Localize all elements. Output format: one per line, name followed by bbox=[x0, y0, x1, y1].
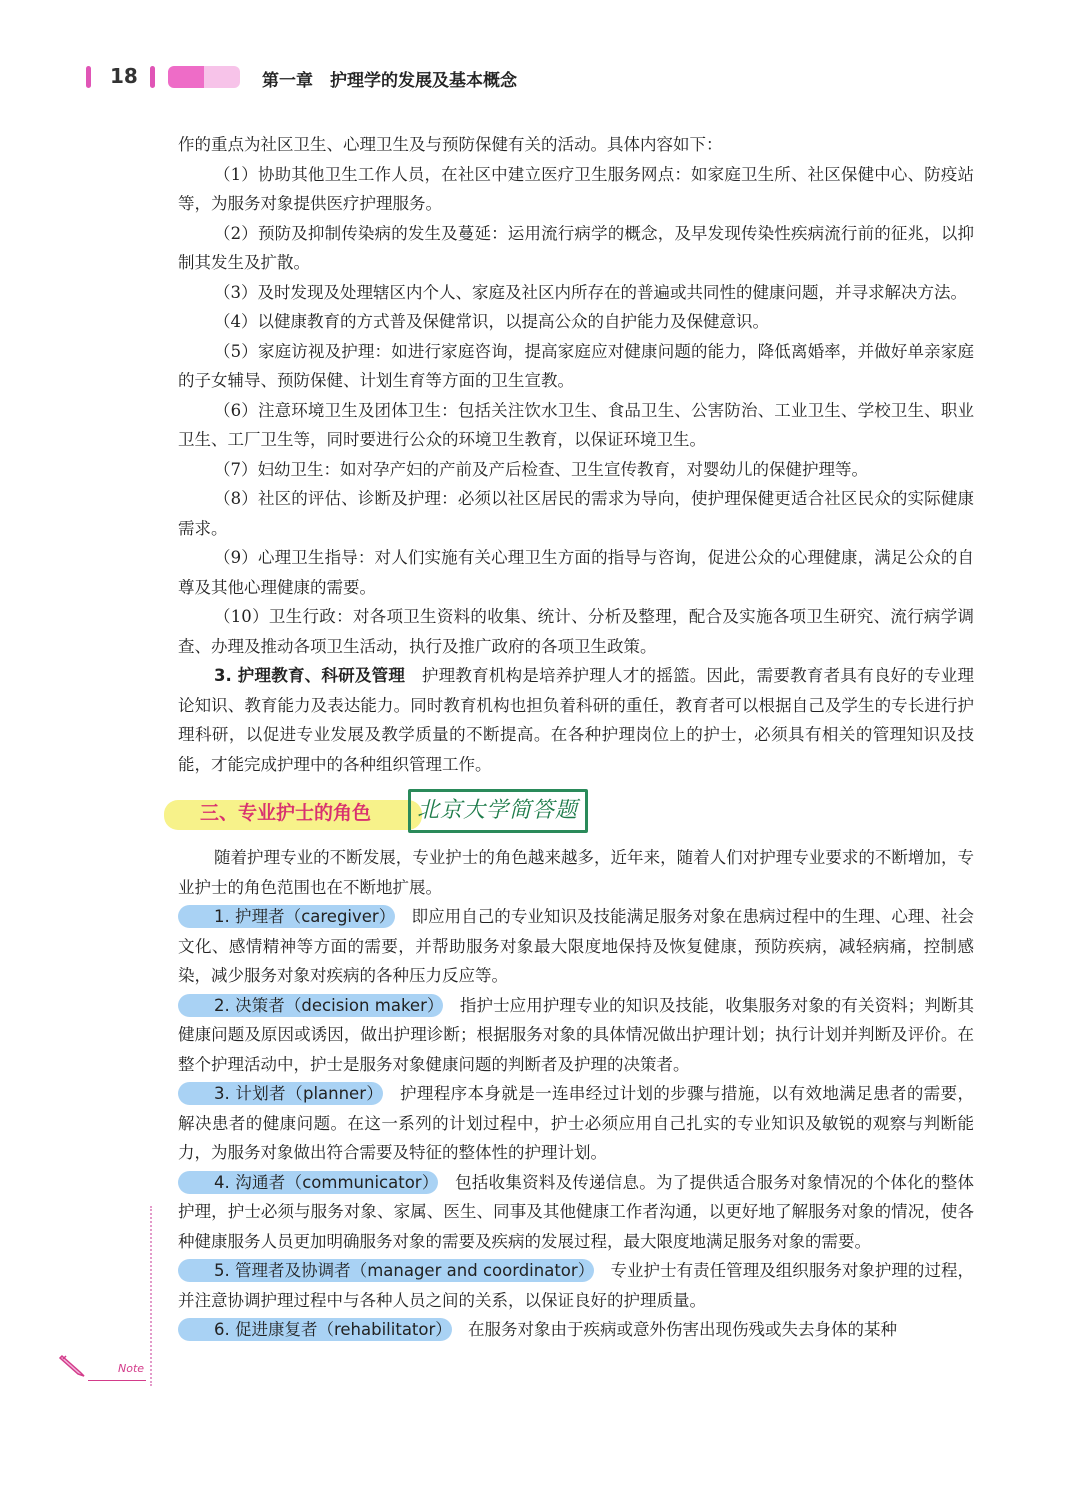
role-text: 指护士应用护理专业的知识及技能，收集服务对象的有关资料；判断其健康问题及原因或诱因，做出护理诊断；根据服务对象的具体情况做出护理计划；执行计划并判断及评价。在整个护理活动中，护士是服务对象健康问题的判断者及护理的决策者。 bbox=[178, 995, 975, 1074]
role-text: 即应用自己的专业知识及技能满足服务对象在患病过程中的生理、心理、社会文化、感情精神等方面的需要，并帮助服务对象最大限度地保持及恢复健康，预防疾病，减轻病痛，控制感染，减少服务对象对疾病的各种压力反应等。 bbox=[178, 907, 974, 985]
item3-paragraph bbox=[178, 661, 974, 779]
pencil-icon bbox=[58, 1350, 92, 1380]
section-title: 三、专业护士的角色 bbox=[200, 802, 372, 824]
item3-heading: 3. 护理教育、科研及管理 bbox=[214, 666, 406, 685]
header-bar-left bbox=[86, 66, 91, 88]
list-item: （8）社区的评估、诊断及护理：必须以社区居民的需求为导向，使护理保健更适合社区民众的实际健康需求。 bbox=[178, 489, 974, 538]
role-paragraph bbox=[178, 902, 974, 991]
role-text: 在服务对象由于疾病或意外伤害出现伤残或失去身体的某种 bbox=[468, 1320, 898, 1339]
role-heading-highlight: 1. 护理者（caregiver） bbox=[178, 905, 395, 928]
list-item: （6）注意环境卫生及团体卫生：包括关注饮水卫生、食品卫生、公害防治、工业卫生、学校卫生、职业卫生、工厂卫生等，同时要进行公众的环境卫生教育，以保证环境卫生。 bbox=[178, 400, 974, 449]
list-item: （5）家庭访视及护理：如进行家庭咨询，提高家庭应对健康问题的能力，降低离婚率，并做好单亲家庭的子女辅导、预防保健、计划生育等方面的卫生宣教。 bbox=[178, 341, 974, 390]
note-label: Note bbox=[118, 1362, 145, 1375]
list-item: （2）预防及抑制传染病的发生及蔓延：运用流行病学的概念，及早发现传染性疾病流行前的征兆，以抑制其发生及扩散。 bbox=[178, 223, 974, 272]
margin-note bbox=[58, 1350, 150, 1390]
item3-text: 护理教育机构是培养护理人才的摇篮。因此，需要教育者具有良好的专业理论知识、教育能力及表达能力。同时教育机构也担负着科研的重任，教育者可以根据自己及学生的专长进行护理科研，以促进专业发展及教学质量的不断提高。在各种护理岗位上的护士，必须具有相关的管理知识及技能，才能完成护理中的各种组织管理工作。 bbox=[178, 666, 975, 774]
margin-dotted-line bbox=[150, 1206, 152, 1386]
role-paragraph bbox=[178, 1168, 974, 1257]
role-text: 包括收集资料及传递信息。为了提供适合服务对象情况的个体化的整体护理，护士必须与服务对象、家属、医生、同事及其他健康工作者沟通，以更好地了解服务对象的情况，使各种健康服务人员更加明确服务对象的需要及疾病的发展过程，最大限度地满足服务对象的需要。 bbox=[178, 1172, 975, 1251]
role-heading-highlight: 4. 沟通者（communicator） bbox=[178, 1171, 438, 1194]
role-text: 护理程序本身就是一连串经过计划的步骤与措施，以有效地满足患者的需要，解决患者的健康问题。在这一系列的计划过程中，护士必须应用自己扎实的专业知识及敏锐的观察与判断能力，为服务对象做出符合需要及特征的整体性的护理计划。 bbox=[178, 1084, 975, 1162]
role-paragraph bbox=[178, 991, 974, 1080]
page-number: 18 bbox=[110, 64, 138, 88]
chapter-title: 第一章 护理学的发展及基本概念 bbox=[262, 71, 517, 91]
role-text: 专业护士有责任管理及组织服务对象护理的过程，并注意协调护理过程中与各种人员之间的关系，以保证良好的护理质量。 bbox=[178, 1261, 974, 1310]
list-item: （9）心理卫生指导：对人们实施有关心理卫生方面的指导与咨询，促进公众的心理健康，满足公众的自尊及其他心理健康的需要。 bbox=[178, 548, 974, 597]
role-paragraph bbox=[178, 1256, 974, 1315]
list-item: （10）卫生行政：对各项卫生资料的收集、统计、分析及整理，配合及实施各项卫生研究、流行病学调查、办理及推动各项卫生活动，执行及推广政府的各项卫生政策。 bbox=[178, 607, 974, 656]
page-body bbox=[178, 130, 974, 1345]
role-paragraph bbox=[178, 1079, 974, 1168]
section-intro: 随着护理专业的不断发展，专业护士的角色越来越多，近年来，随着人们对护理专业要求的不断增加，专业护士的角色范围也在不断地扩展。 bbox=[178, 848, 974, 897]
handwritten-stamp: 北京大学简答题 bbox=[408, 789, 588, 833]
header-pill-decoration bbox=[168, 66, 240, 88]
section-heading bbox=[164, 785, 974, 843]
list-item: （3）及时发现及处理辖区内个人、家庭及社区内所存在的普遍或共同性的健康问题，并寻求解决方法。 bbox=[214, 282, 967, 302]
note-underline bbox=[88, 1380, 146, 1381]
list-item: （4）以健康教育的方式普及保健常识，以提高公众的自护能力及保健意识。 bbox=[214, 312, 769, 331]
header-bar-divider bbox=[150, 66, 155, 88]
role-paragraph bbox=[178, 1315, 974, 1345]
role-heading-highlight: 5. 管理者及协调者（manager and coordinator） bbox=[178, 1259, 594, 1282]
role-heading-highlight: 3. 计划者（planner） bbox=[178, 1082, 383, 1105]
role-heading-highlight: 6. 促进康复者（rehabilitator） bbox=[178, 1318, 452, 1341]
list-item: （1）协助其他卫生工作人员，在社区中建立医疗卫生服务网点：如家庭卫生所、社区保健中心、防疫站等，为服务对象提供医疗护理服务。 bbox=[178, 164, 974, 213]
paragraph: 作的重点为社区卫生、心理卫生及与预防保健有关的活动。具体内容如下： bbox=[178, 135, 723, 154]
list-item: （7）妇幼卫生：如对孕产妇的产前及产后检查、卫生宣传教育，对婴幼儿的保健护理等。 bbox=[214, 459, 868, 479]
role-heading-highlight: 2. 决策者（decision maker） bbox=[178, 994, 443, 1017]
